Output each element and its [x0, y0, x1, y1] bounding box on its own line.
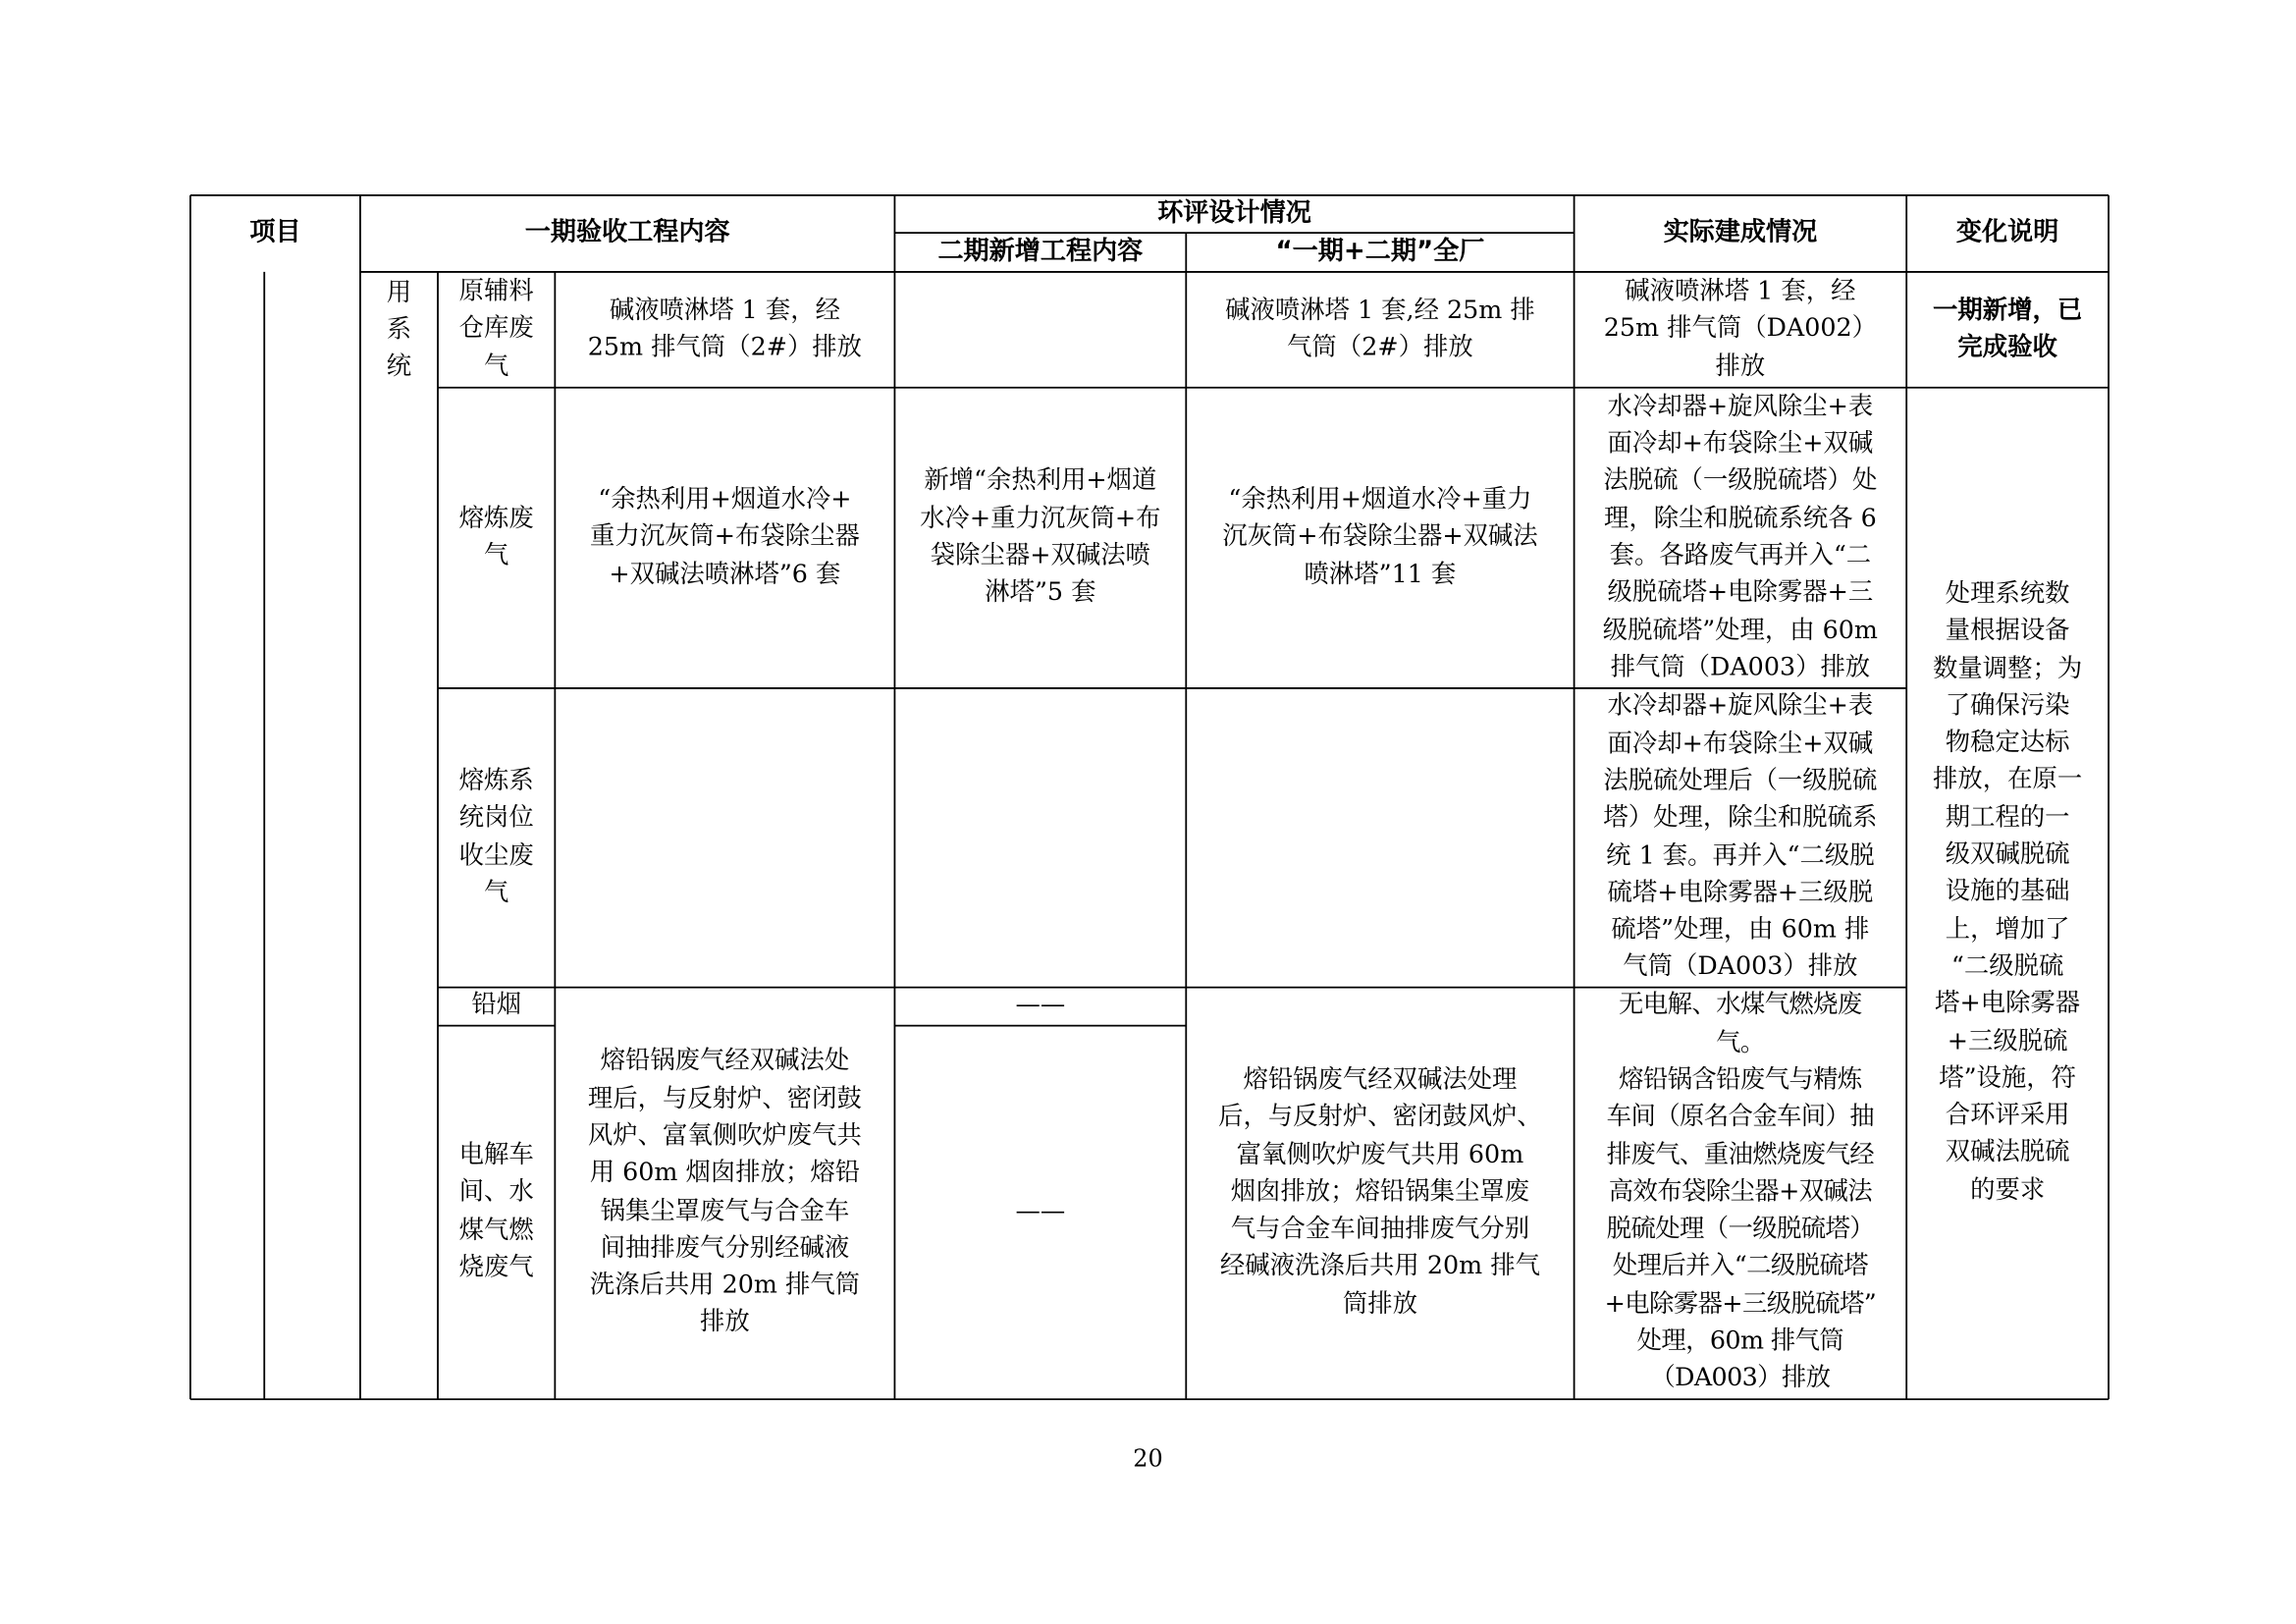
row5-item: 电解车 间、水 煤气燃 烧废气 — [458, 1140, 534, 1282]
row5-actual: 无电解、水煤气燃烧废 气。 熔铅锅含铅废气与精炼 车间（原名合金车间）抽 排废气、重油燃烧废气经 高效布袋除尘器+双碱法 脱硫处理（一级脱硫塔） 处理后并入“二级脱硫塔 +电除雾器+三级脱硫塔” 处理，60m 排气筒 （DA003）排放 — [1604, 991, 1877, 1393]
row2-phase2-new: 新增“余热利用+烟道 水冷+重力沉灰筒+布 袋除尘器+双碱法喷 淋塔”5 套 — [920, 465, 1161, 608]
row1-change: 一期新增，已 完成验收 — [1933, 296, 2083, 363]
row5-phase2-new: —— — [1015, 1196, 1066, 1226]
row1-full-plant: 碱液喷淋塔 1 套,经 25m 排 气筒（2#）排放 — [1225, 296, 1535, 363]
row3-actual: 水冷却器+旋风除尘+表 面冷却+布袋除尘+双碱 法脱硫处理后（一级脱硫 塔）处理，除尘和脱硫系 统 1 套。再并入“二级脱 硫塔+电除雾器+三级脱 硫塔”处理，由 60m 排 气筒（DA003）排放 — [1603, 691, 1878, 983]
row2-actual: 水冷却器+旋风除尘+表 面冷却+布袋除尘+双碱 法脱硫（一级脱硫塔）处 理，除尘和脱硫系统各 6 套。各路废气再并入“二 级脱硫塔+电除雾器+三 级脱硫塔”处理，由 60m 排气筒（DA003）排放 — [1602, 391, 1879, 682]
row5-phase1: 熔铅锅废气经双碱法处 理后，与反射炉、密闭鼓 风炉、富氧侧吹炉废气共 用 60m 烟囱排放；熔铅 锅集尘罩废气与合金车 间抽排废气分别经碱液 洗涤后共用 20m 排气筒 排放 — [587, 1047, 862, 1337]
row1-actual: 碱液喷淋塔 1 套，经 25m 排气筒（DA002） 排放 — [1603, 277, 1877, 382]
page-number: 20 — [1133, 1443, 1163, 1473]
merged-change-note: 处理系统数 量根据设备 数量调整；为 了确保污染 物稳定达标 排放，在原一 期工程的一 级双碱脱硫 设施的基础 上，增加了 “二级脱硫 塔+电除雾器 +三级脱硫 塔”设施，符 合环评采用 双碱法脱硫 的要求 — [1933, 578, 2083, 1206]
header-actual: 实际建成情况 — [1663, 218, 1818, 248]
row2-phase1: “余热利用+烟道水冷+ 重力沉灰筒+布袋除尘器 +双碱法喷淋塔”6 套 — [589, 484, 860, 589]
header-project: 项目 — [249, 218, 301, 248]
row1-item: 原辅料 仓库废 气 — [458, 277, 534, 382]
header-change: 变化说明 — [1955, 218, 2059, 248]
header-phase1: 一期验收工程内容 — [524, 218, 730, 248]
header-phase2-new: 二期新增工程内容 — [937, 237, 1144, 267]
row1-phase1: 碱液喷淋塔 1 套，经 25m 排气筒（2#）排放 — [587, 296, 863, 363]
row2-item: 熔炼废 气 — [458, 503, 534, 570]
row4-item: 铅烟 — [471, 991, 522, 1021]
row2-full-plant: “余热利用+烟道水冷+重力 沉灰筒+布袋除尘器+双碱法 喷淋塔”11 套 — [1222, 484, 1538, 589]
header-full-plant: “一期+二期”全厂 — [1275, 237, 1485, 267]
row5-full-plant: 熔铅锅废气经双碱法处理 后，与反射炉、密闭鼓风炉、 富氧侧吹炉废气共用 60m 烟囱排放；熔铅锅集尘罩废 气与合金车间抽排废气分别 经碱液洗涤后共用 20m 排气 筒排放 — [1218, 1065, 1542, 1319]
row1-phase2-new — [894, 273, 1186, 388]
row4-phase2-new: —— — [1015, 991, 1066, 1021]
header-eia-group: 环评设计情况 — [1157, 198, 1311, 229]
row3-item: 熔炼系 统岗位 收尘废 气 — [458, 766, 534, 908]
group-label: 用 系 统 — [386, 278, 412, 382]
